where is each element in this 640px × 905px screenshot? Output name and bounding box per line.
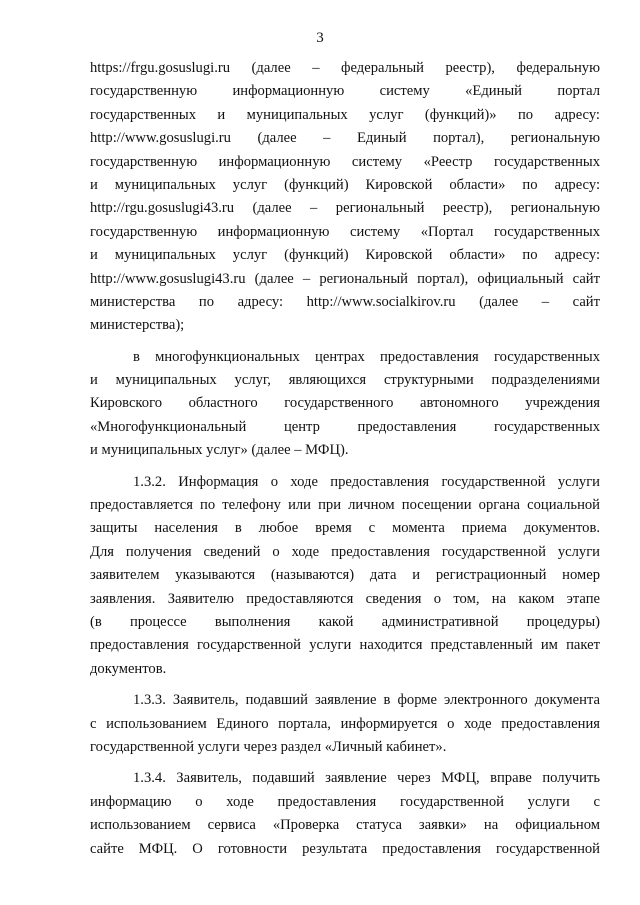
text-line: государственную информационную систему «Реестр государственных	[90, 153, 600, 170]
text-line: государственную информационную систему «Портал государственных	[90, 223, 600, 240]
text-line: http://rgu.gosuslugi43.ru (далее – региональный реестр), региональную	[90, 200, 600, 217]
text-line: и муниципальных услуг» (далее – МФЦ).	[90, 442, 349, 459]
text-line: государственных и муниципальных услуг (функций)» по адресу:	[90, 106, 600, 123]
text-line: (в процессе выполнения какой административной процедуры)	[90, 613, 600, 630]
text-line: «Многофункциональный центр предоставления государственных	[90, 418, 600, 435]
text-line: заявителем указываются (называются) дата и регистрационный номер	[90, 567, 600, 584]
text-line: в многофункциональных центрах предоставления государственных	[133, 348, 600, 365]
text-line: государственную информационную систему «Единый портал	[90, 83, 600, 100]
text-line: http://www.gosuslugi.ru (далее – Единый портал), региональную	[90, 130, 600, 147]
text-line: министерства по адресу: http://www.socialkirov.ru (далее – сайт	[90, 293, 600, 310]
text-line: и муниципальных услуг, являющихся структурными подразделениями	[90, 372, 600, 389]
text-line: документов.	[90, 660, 167, 677]
text-line: http://www.gosuslugi43.ru (далее – региональный портал), официальный сайт	[90, 270, 600, 287]
text-line: Кировского областного государственного автономного учреждения	[90, 395, 600, 412]
paragraph-1-3-3	[90, 689, 600, 759]
text-line: 1.3.2. Информация о ходе предоставления государственной услуги	[133, 473, 600, 490]
text-line: использованием сервиса «Проверка статуса заявки» на официальном	[90, 817, 600, 834]
paragraph-mfc	[90, 346, 600, 463]
text-line: защиты населения в любое время с момента приема документов.	[90, 520, 600, 537]
text-line: предоставления государственной услуги находится представленный им пакет	[90, 637, 600, 654]
text-line: информацию о ходе предоставления государственной услуги с	[90, 793, 600, 810]
paragraph-1-3-4	[90, 767, 600, 861]
text-line: заявления. Заявителю предоставляются сведения о том, на каком этапе	[90, 590, 600, 607]
paragraph-1-3-2	[90, 471, 600, 682]
text-line: с использованием Единого портала, информируется о ходе предоставления	[90, 715, 600, 732]
page-number: 3	[316, 30, 324, 46]
text-line: министерства);	[90, 317, 185, 334]
text-line: Для получения сведений о ходе предоставления государственной услуги	[90, 543, 600, 560]
text-line: https://frgu.gosuslugi.ru (далее – федеральный реестр), федеральную	[90, 60, 600, 76]
text-line: и муниципальных услуг (функций) Кировской области» по адресу:	[90, 176, 600, 193]
paragraph-portals	[90, 57, 600, 338]
text-line: 1.3.3. Заявитель, подавший заявление в форме электронного документа	[133, 692, 600, 709]
text-line: предоставляется по телефону или при личном посещении органа социальной	[90, 497, 600, 514]
text-line: и муниципальных услуг (функций) Кировской области» по адресу:	[90, 247, 600, 264]
text-line: 1.3.4. Заявитель, подавший заявление через МФЦ, вправе получить	[133, 770, 600, 787]
text-line: сайте МФЦ. О готовности результата предоставления государственной	[90, 840, 600, 857]
text-line: государственной услуги через раздел «Личный кабинет».	[90, 738, 447, 755]
body-text	[90, 57, 600, 861]
